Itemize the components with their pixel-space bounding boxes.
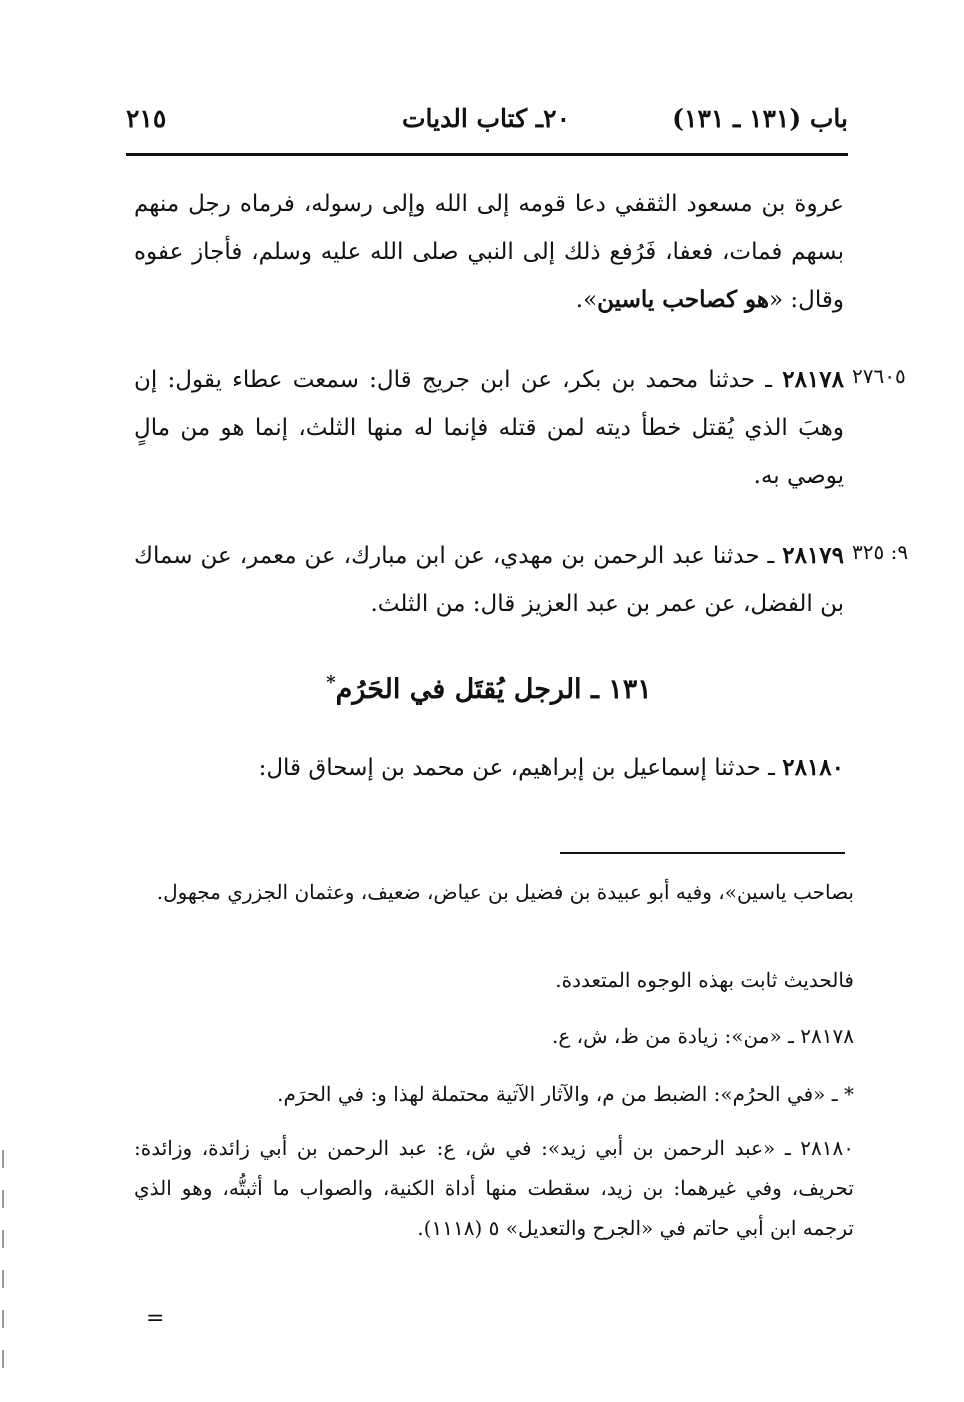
intro-text-end: ». [575, 287, 598, 313]
hadith-number: ٢٨١٧٨ [782, 366, 844, 393]
hadith-number: ٢٨١٧٩ [782, 542, 844, 569]
footnote: فالحديث ثابت بهذه الوجوه المتعددة. [555, 968, 854, 992]
hadith-paragraph [134, 356, 844, 500]
book-title: ٢٠ـ كتاب الديات [402, 104, 570, 133]
hadith-paragraph [134, 532, 844, 628]
intro-paragraph [134, 180, 844, 324]
footnote: بصاحب ياسين»، وفيه أبو عبيدة بن فضيل بن عياض، ضعيف، وعثمان الجزري مجهول. [156, 880, 854, 904]
page-header [126, 100, 848, 144]
header-rule [126, 153, 848, 156]
section-heading-marker: * [326, 672, 336, 693]
intro-bold-quote: هو كصاحب ياسين [597, 286, 770, 313]
intro-text: عروة بن مسعود الثقفي دعا قومه إلى الله وإلى رسوله، فرماه رجل منهم بسهم فمات، فعفا، فَرُفع ذلك إلى النبي صلى الله عليه وسلم، فأجاز عفوه وقال: « [134, 191, 844, 313]
section-heading-text: ١٣١ ـ الرجل يُقتَل في الحَرُم [335, 674, 652, 705]
hadith-ref-mark: ٩: ٣٢٥ [852, 540, 909, 564]
hadith-ref-mark: ٢٧٦٠٥ [852, 364, 906, 388]
section-heading [134, 672, 844, 705]
continuation-mark: = [146, 1306, 165, 1331]
page-number: ٢١٥ [126, 104, 167, 133]
chapter-range: باب (١٣١ ـ ١٣١) [672, 104, 848, 133]
hadith-text: ـ حدثنا إسماعيل بن إبراهيم، عن محمد بن إسحاق قال: [258, 755, 783, 781]
hadith-number: ٢٨١٨٠ [782, 754, 844, 781]
footnote-rule [560, 852, 845, 854]
hadith-paragraph [134, 744, 844, 792]
hadith-text: ـ حدثنا عبد الرحمن بن مهدي، عن ابن مبارك، عن معمر، عن سماك بن الفضل، عن عمر بن عبد العزيز قال: من الثلث. [134, 543, 844, 617]
footnote: ٢٨١٨٠ ـ «عبد الرحمن بن أبي زيد»: في ش، ع: عبد الرحمن بن أبي زائدة، وزائدة: تحريف، وفي غيرهما: بن زيد، سقطت منها أداة الكنية، والصواب ما أثبتُّه، وهو الذي ترجمه ابن أبي حاتم في «الجرح والتعديل» ٥ (١١١٨). [134, 1136, 854, 1240]
footnote: ٢٨١٧٨ ـ «من»: زيادة من ظ، ش، ع. [552, 1024, 854, 1048]
hadith-text: ـ حدثنا محمد بن بكر، عن ابن جريج قال: سمعت عطاء يقول: إن وهبَ الذي يُقتل خطأ ديته لمن قتله فإنما له منها الثلث، إنما هو من مالٍ يوصي به. [134, 367, 844, 489]
scan-edge-marks [2, 1150, 4, 1390]
footnote: * ـ «في الحرُم»: الضبط من م، والآثار الآتية محتملة لهذا و: في الحرَم. [277, 1082, 854, 1106]
